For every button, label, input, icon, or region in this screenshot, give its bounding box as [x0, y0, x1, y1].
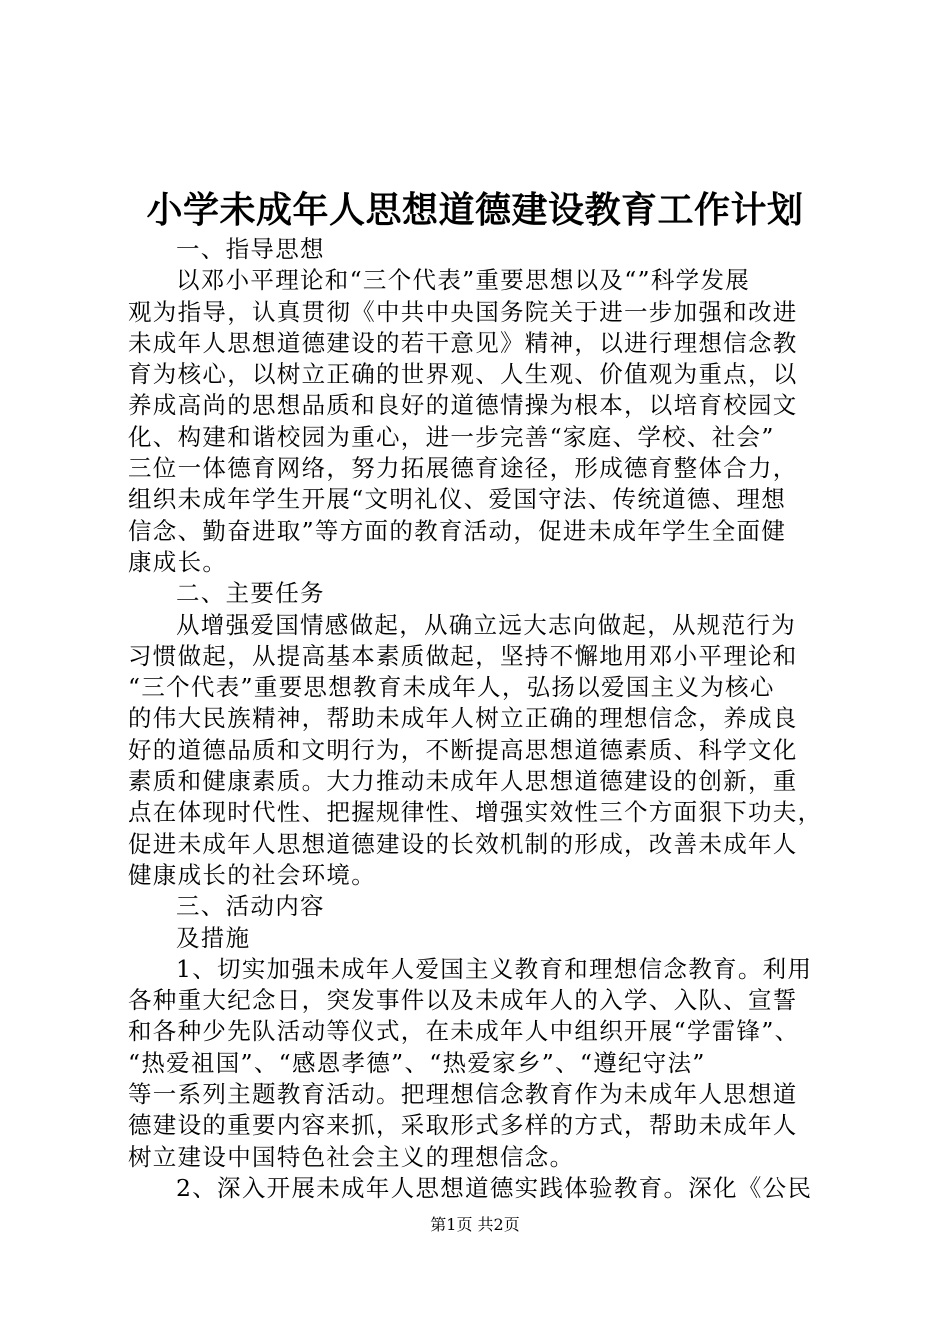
- paragraph-line: 康成长。: [128, 547, 228, 576]
- page-number-footer: 第1页 共2页: [430, 1215, 520, 1234]
- paragraph-line: 的伟大民族精神，帮助未成年人树立正确的理想信念，养成良: [128, 704, 798, 733]
- paragraph-line: 素质和健康素质。大力推动未成年人思想道德建设的创新，重: [128, 767, 798, 796]
- section-heading-main-tasks: 二、主要任务: [176, 579, 325, 608]
- paragraph-line: 和各种少先队活动等仪式，在未成年人中组织开展“学雷锋”、: [128, 1017, 800, 1046]
- document-title: 小学未成年人思想道德建设教育工作计划: [146, 189, 804, 231]
- paragraph-line: 育为核心，以树立正确的世界观、人生观、价值观为重点，以: [128, 360, 798, 389]
- paragraph-line: 养成高尚的思想品质和良好的道德情操为根本，以培育校园文: [128, 391, 798, 420]
- paragraph-line: 1、切实加强未成年人爱国主义教育和理想信念教育。利用: [176, 954, 813, 983]
- paragraph-line: “三个代表”重要思想教育未成年人，弘扬以爱国主义为核心: [128, 673, 775, 702]
- paragraph-line: 化、构建和谐校园为重心，进一步完善“家庭、学校、社会”: [128, 422, 775, 451]
- paragraph-line: 好的道德品质和文明行为，不断提高思想道德素质、科学文化: [128, 735, 798, 764]
- paragraph-line: 信念、勤奋进取”等方面的教育活动，促进未成年学生全面健: [128, 516, 787, 545]
- paragraph-line: 2、深入开展未成年人思想道德实践体验教育。深化《公民: [176, 1173, 813, 1202]
- paragraph-line: 等一系列主题教育活动。把理想信念教育作为未成年人思想道: [128, 1080, 798, 1109]
- paragraph-line: 从增强爱国情感做起，从确立远大志向做起，从规范行为: [176, 610, 796, 639]
- paragraph-line: 健康成长的社会环境。: [128, 860, 376, 889]
- paragraph-line: 各种重大纪念日，突发事件以及未成年人的入学、入队、宣誓: [128, 986, 798, 1015]
- paragraph-line: “热爱祖国”、“感恩孝德”、“热爱家乡”、“遵纪守法”: [128, 1048, 706, 1077]
- paragraph-line: 树立建设中国特色社会主义的理想信念。: [128, 1142, 575, 1171]
- paragraph-line: 促进未成年人思想道德建设的长效机制的形成，改善未成年人: [128, 829, 798, 858]
- paragraph-line: 三位一体德育网络，努力拓展德育途径，形成德育整体合力，: [128, 454, 798, 483]
- paragraph-line: 以邓小平理论和“三个代表”重要思想以及“”科学发展: [176, 266, 751, 295]
- paragraph-line: 点在体现时代性、把握规律性、增强实效性三个方面狠下功夫，: [128, 798, 823, 827]
- paragraph-line: 组织未成年学生开展“文明礼仪、爱国守法、传统道德、理想: [128, 485, 787, 514]
- section-heading-activities: 三、活动内容: [176, 892, 325, 921]
- document-body: [128, 234, 828, 1204]
- paragraph-line: 未成年人思想道德建设的若干意见》精神，以进行理想信念教: [128, 328, 798, 357]
- paragraph-line: 德建设的重要内容来抓，采取形式多样的方式，帮助未成年人: [128, 1111, 798, 1140]
- section-heading-guiding-thought: 一、指导思想: [176, 235, 325, 263]
- paragraph-line: 观为指导，认真贯彻《中共中央国务院关于进一步加强和改进: [128, 297, 798, 326]
- paragraph-line: 习惯做起，从提高基本素质做起，坚持不懈地用邓小平理论和: [128, 641, 798, 670]
- section-heading-activities-continued: 及措施: [176, 923, 251, 952]
